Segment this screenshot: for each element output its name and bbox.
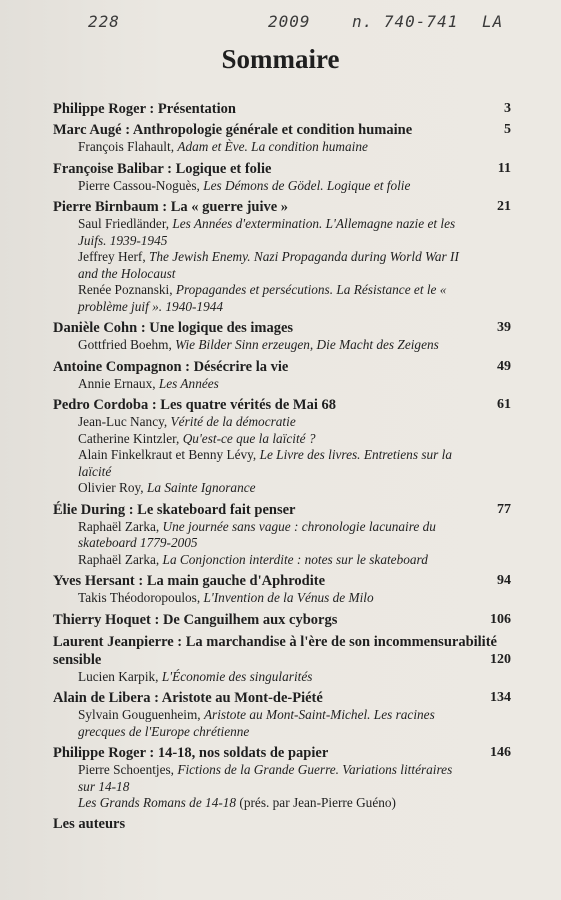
reviewed-title: Les Démons de Gödel. Logique et folie: [203, 177, 411, 193]
handwritten-note-left: 228: [88, 12, 120, 31]
reviewed-work: [0, 249, 561, 282]
reviewed-work: [0, 590, 561, 607]
reviewed-title: Les Années: [158, 375, 219, 391]
reviewed-work: [0, 178, 561, 195]
toc-entry-heading: [0, 572, 561, 590]
reviewed-title: L'Invention de la Vénus de Milo: [203, 590, 374, 605]
toc-entry: [0, 689, 561, 740]
toc-entry-heading: [0, 160, 561, 178]
reviewed-work: [0, 795, 561, 812]
toc-page-number: 77: [497, 501, 511, 517]
toc-entry-heading: [0, 319, 561, 337]
reviewed-author: Jean-Luc Nancy,: [78, 414, 171, 429]
toc-entry: [0, 358, 561, 393]
reviewed-title: Propagandes et persécutions. La Résistance et le « problème juif ». 1940-1944: [78, 282, 447, 314]
toc-entry: [0, 611, 561, 629]
reviewed-author: Pierre Schoentjes,: [78, 762, 178, 777]
reviewed-author: Jeffrey Herf,: [78, 249, 150, 264]
toc-entry-heading: [0, 815, 561, 833]
reviewed-work: [0, 707, 561, 740]
reviewed-title: L'Économie des singularités: [161, 668, 313, 684]
toc-entry-heading: [0, 744, 561, 762]
reviewed-author: Gottfried Boehm,: [78, 337, 176, 352]
reviewed-author: Raphaël Zarka,: [78, 551, 163, 567]
handwritten-note-issue: n. 740-741: [352, 12, 459, 31]
toc-entry: [0, 160, 561, 195]
toc-page-number: 3: [504, 101, 511, 116]
toc-entry-heading: [0, 396, 561, 414]
reviewed-title: La Sainte Ignorance: [146, 480, 256, 495]
reviewed-work: [0, 414, 561, 431]
reviewed-title: Vérité de la démocratie: [170, 414, 296, 429]
toc-entry: [0, 633, 561, 686]
toc-entry: [0, 815, 561, 833]
toc-entry: [0, 121, 561, 156]
reviewed-work: [0, 669, 561, 686]
reviewed-title: The Jewish Enemy. Nazi Propaganda during World War II and the Holocaust: [78, 249, 459, 281]
toc-entry-title: Alain de Libera : Aristote au Mont-de-Piété: [53, 690, 323, 706]
toc-entry-title: Marc Augé : Anthropologie générale et condition humaine: [53, 122, 413, 138]
toc-entry-heading: [0, 611, 561, 629]
reviewed-work: [0, 337, 561, 354]
toc-page-number: 120: [490, 651, 511, 667]
toc-entry: [0, 100, 561, 118]
toc-entry-title: Élie During : Le skateboard fait penser: [53, 501, 296, 518]
toc-entry-heading: [0, 501, 561, 519]
reviewed-work: [0, 431, 561, 448]
toc-page-number: 94: [497, 573, 511, 588]
reviewed-title: Fictions de la Grande Guerre. Variations littéraires sur 14-18: [78, 762, 453, 794]
reviewed-author: Saul Friedländer,: [78, 216, 173, 231]
toc-entry-title: Françoise Balibar : Logique et folie: [53, 160, 272, 177]
toc-page-number: 106: [490, 611, 511, 627]
toc-entry-heading: [0, 358, 561, 376]
toc-entry-heading: [0, 689, 561, 707]
reviewed-work: [0, 139, 561, 156]
page-title: Sommaire: [221, 44, 340, 74]
toc-entry: [0, 198, 561, 315]
reviewed-title: Les Années d'extermination. L'Allemagne nazie et les Juifs. 1939-1945: [78, 216, 456, 248]
reviewed-work: [0, 216, 561, 249]
toc-page-number: 49: [497, 358, 511, 374]
reviewed-author: Renée Poznanski,: [78, 282, 176, 297]
toc-entry-title: Les auteurs: [53, 815, 126, 832]
toc-entry-title: Antoine Compagnon : Désécrire la vie: [53, 358, 289, 375]
toc-entry-title: Philippe Roger : 14-18, nos soldats de papier: [53, 745, 329, 761]
toc-entry: [0, 319, 561, 354]
reviewed-title: Aristote au Mont-Saint-Michel. Les racines grecques de l'Europe chrétienne: [78, 707, 435, 739]
reviewed-work: [0, 376, 561, 393]
reviewed-author: François Flahault,: [78, 139, 178, 154]
toc-page-number: 61: [497, 397, 511, 412]
reviewed-author: Sylvain Gouguenheim,: [78, 707, 204, 722]
toc-entry-title: Pierre Birnbaum : La « guerre juive »: [53, 199, 289, 215]
reviewed-author: Pierre Cassou-Noguès,: [78, 177, 204, 193]
toc-entry: [0, 572, 561, 607]
reviewed-title: Une journée sans vague : chronologie lacunaire du skateboard 1779-2005: [78, 518, 436, 550]
reviewed-title: La Conjonction interdite : notes sur le skateboard: [162, 551, 428, 567]
reviewed-author: Alain Finkelkraut et Benny Lévy,: [78, 447, 260, 462]
toc-entry-title: Thierry Hoquet : De Canguilhem aux cyborgs: [53, 611, 338, 628]
reviewed-work: [0, 552, 561, 569]
toc-page-number: 146: [490, 745, 511, 760]
handwritten-note-initials: LA: [482, 12, 504, 31]
toc-page-number: 39: [497, 320, 511, 335]
reviewed-work: [0, 282, 561, 315]
toc-entry-heading: [0, 100, 561, 118]
toc-entry-heading: [0, 121, 561, 139]
toc-entry-title: Laurent Jeanpierre : La marchandise à l'ère de son incommensurabilité sensible: [53, 633, 497, 668]
table-of-contents: [0, 96, 561, 833]
reviewed-author: Olivier Roy,: [78, 480, 147, 495]
reviewed-author: Annie Ernaux,: [78, 375, 159, 391]
handwritten-note-year: 2009: [268, 12, 311, 31]
toc-entry-title: Philippe Roger : Présentation: [53, 101, 236, 117]
reviewed-title: Adam et Ève. La condition humaine: [177, 139, 368, 154]
reviewed-work: [0, 447, 561, 480]
reviewed-title: Wie Bilder Sinn erzeugen, Die Macht des Zeigens: [175, 337, 439, 352]
toc-page-number: 134: [490, 690, 511, 705]
reviewed-author: Takis Théodoropoulos,: [78, 590, 204, 605]
toc-entry-title: Yves Hersant : La main gauche d'Aphrodite: [53, 573, 326, 589]
reviewed-title: Le Livre des livres. Entretiens sur la laïcité: [78, 447, 452, 479]
toc-entry-heading: [0, 198, 561, 216]
reviewed-author: Lucien Karpik,: [78, 668, 162, 684]
toc-page-number: 21: [497, 199, 511, 214]
toc-entry: [0, 744, 561, 812]
toc-page-number: 11: [497, 160, 511, 176]
toc-entry: [0, 396, 561, 497]
reviewed-title: Qu'est-ce que la laïcité ?: [182, 430, 316, 446]
toc-page-number: 5: [504, 122, 511, 137]
toc-entry-title: Pedro Cordoba : Les quatre vérités de Mai 68: [53, 397, 336, 413]
toc-entry-heading: [0, 633, 561, 669]
toc-entry-title: Danièle Cohn : Une logique des images: [53, 320, 294, 336]
reviewed-note: (prés. par Jean-Pierre Guéno): [236, 795, 396, 810]
reviewed-title: Les Grands Romans de 14-18: [78, 795, 237, 810]
reviewed-work: [0, 480, 561, 497]
reviewed-work: [0, 762, 561, 795]
reviewed-author: Raphaël Zarka,: [78, 518, 163, 534]
reviewed-author: Catherine Kintzler,: [78, 430, 183, 446]
toc-entry: [0, 501, 561, 569]
reviewed-work: [0, 519, 561, 552]
